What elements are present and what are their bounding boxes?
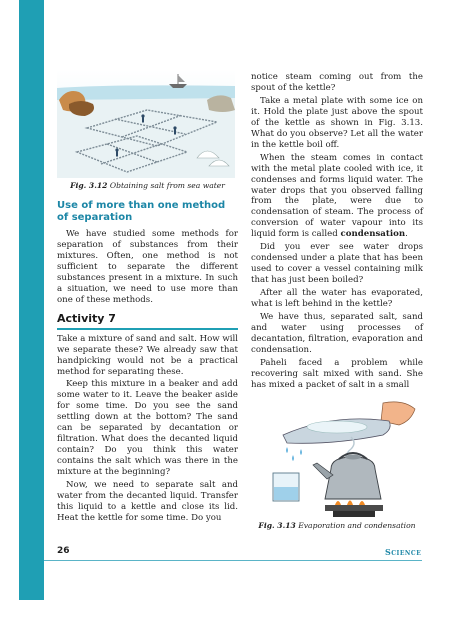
figure-caption-3-12 (57, 181, 238, 190)
side-color-bar (19, 0, 44, 600)
body-paragraph: After all the water has evaporated, what is left behind in the kettle? (251, 288, 423, 310)
body-paragraph: Take a metal plate with some ice on it. Hold the plate just above the spout of the kettle as shown in Fig. 3.13. What do you observe? Let all the water in the kettle boil off. (251, 95, 423, 150)
activity-rule (57, 328, 238, 330)
page-number: 26 (57, 546, 70, 556)
figure-salt-from-sea-water (57, 70, 235, 178)
condensation-paragraph (251, 153, 423, 241)
figure-caption-text: Obtaining salt from sea water (109, 181, 225, 190)
activity-paragraph: Take a mixture of sand and salt. How will we separate these? We already saw that handpicking would not be a practical method for separating these. (57, 333, 238, 377)
body-paragraph: Paheli faced a problem while recovering salt mixed with sand. She has mixed a packet of salt in a small (251, 357, 423, 390)
activity-paragraph: Keep this mixture in a beaker and add some water to it. Leave the beaker aside for some time. Do you see the sand settling down at the bottom? The sand can be separated by decantation or filtration. What does the decanted liquid contain? Do you think this water contains the salt which was there in the mixture at the beginning? (57, 379, 238, 478)
figure-caption-label: Fig. 3.12 (70, 181, 108, 190)
section-heading: Use of more than one method of separation (57, 200, 226, 223)
salt-pans-illustration (57, 70, 235, 178)
figure-caption-3-13 (251, 521, 423, 530)
figure-evaporation-condensation (253, 399, 421, 519)
section-paragraph: We have studied some methods for separation of substances from their mixtures. Often, one method is not sufficient to separate the different substances present in a mixture. In such a situation, we need to use more than one of these methods. (57, 229, 238, 305)
body-paragraph: We have thus, separated salt, sand and water using processes of decantation, filtration, evaporation and condensation. (251, 312, 423, 355)
figure-caption-label: Fig. 3.13 (258, 520, 296, 530)
right-column (251, 72, 423, 540)
body-paragraph: Did you ever see water drops condensed under a plate that has been used to cover a vessel containing milk that has just been boiled? (251, 242, 423, 286)
subject-label: Science (385, 547, 422, 557)
left-column (57, 70, 238, 526)
condensation-term: condensation (340, 229, 406, 240)
condensation-text-after: . (405, 229, 408, 240)
condensation-text-before: When the steam comes in contact with the metal plate cooled with ice, it condenses and forms liquid water. The water drops that you observed falling from the plate, were due to condensation of steam. The process of conversion of water vapour into its liquid form is called (251, 152, 423, 240)
kettle-plate-illustration (253, 399, 421, 519)
body-paragraph: notice steam coming out from the spout of the kettle? (251, 72, 423, 93)
activity-paragraph: Now, we need to separate salt and water from the decanted liquid. Transfer this liquid to a kettle and close its lid. Heat the kettle for some time. Do you (57, 480, 238, 523)
figure-caption-text: Evaporation and condensation (298, 520, 416, 530)
footer-rule (44, 560, 422, 561)
activity-heading: Activity 7 (57, 311, 116, 325)
